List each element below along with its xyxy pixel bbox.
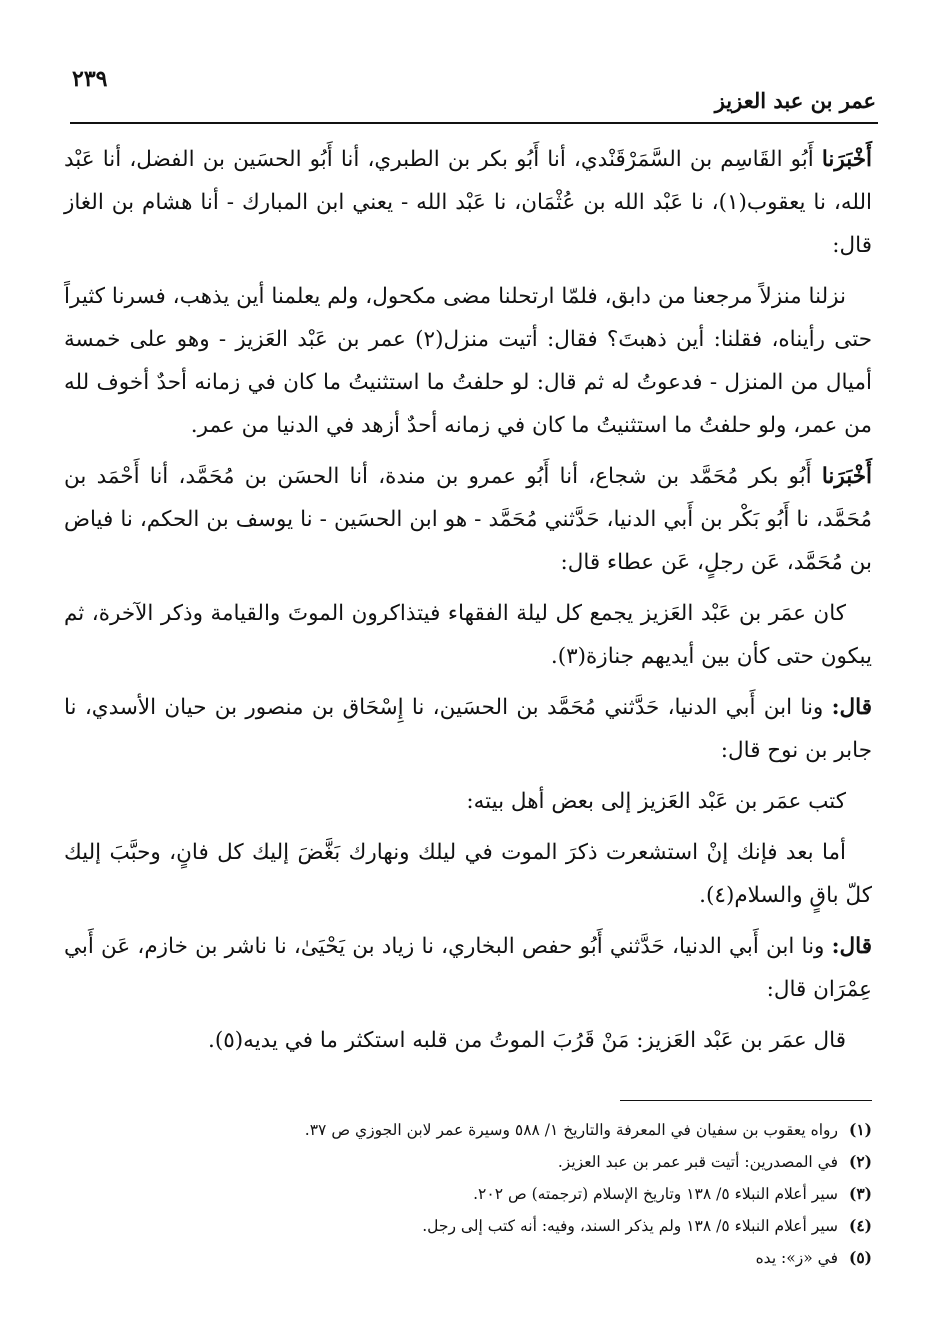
footnote <box>64 1210 872 1242</box>
paragraph-text: نزلنا منزلاً مرجعنا من دابق، فلمّا ارتحلنا مضى مكحول، ولم يعلمنا أين يذهب، فسرنا كثيراً حتى رأيناه، فقلنا: أين ذهبتَ؟ فقال: أتيت منزل(٢) عمر بن عَبْد العَزيز - وهو على خمسة أميال من المنزل - فدعوتُ له ثم قال: لو حلفتُ ما استثنيتُ ما كان في زمانه أحدٌ أخوف لله من عمر، ولو حلفتُ ما استثنيتُ ما كان في زمانه أحدٌ أزهد في الدنيا من عمر. <box>64 284 872 438</box>
footnote-number: (٣) <box>848 1184 872 1203</box>
paragraph-text: قال عمَر بن عَبْد العَزيز: مَنْ قَرُبَ الموتُ من قلبه استكثر ما في يديه(٥). <box>207 1028 846 1053</box>
footnote <box>64 1178 872 1210</box>
paragraph-text: ونا ابن أَبي الدنيا، حَدَّثني أَبُو حفص البخاري، نا زياد بن يَحْيَىٰ، نا ناشر بن خازم، عَن أَبي عِمْرَان قال: <box>64 934 872 1002</box>
paragraph <box>64 275 872 447</box>
paragraph <box>64 138 872 267</box>
footnotes <box>64 1114 872 1274</box>
paragraph-text: أَبُو القَاسِم بن السَّمَرْقَنْدي، أنا أَبُو بكر بن الطبري، أنا أَبُو الحسَين بن الفضل، أنا عَبْد الله، نا يعقوب(١)، نا عَبْد الله بن عُثْمَان، نا عَبْد الله - يعني ابن المبارك - أنا هشام بن الغاز قال: <box>64 147 873 258</box>
footnote-number: (٢) <box>848 1152 872 1171</box>
page-number: ٢٣٩ <box>72 66 108 92</box>
paragraph-lead: أَخْبَرَنا <box>821 464 872 489</box>
header-rule <box>70 122 878 124</box>
paragraph-text: أَبُو بكر مُحَمَّد بن شجاع، أنا أَبُو عمرو بن مندة، أنا الحسَن بن مُحَمَّد، أنا أَحْمَد بن مُحَمَّد، نا أَبُو بَكْر بن أَبي الدنيا، حَدَّثني مُحَمَّد - هو ابن الحسَين - نا يوسف بن الحكم، نا فياض بن مُحَمَّد، عَن رجلٍ، عَن عطاء قال: <box>64 464 872 575</box>
footnote-number: (١) <box>848 1120 872 1139</box>
paragraph <box>64 780 872 823</box>
paragraph-lead: أَخْبَرَنا <box>821 147 872 172</box>
paragraph-text: كتب عمَر بن عَبْد العَزيز إلى بعض أهل بيته: <box>466 789 846 814</box>
footnote <box>64 1242 872 1274</box>
running-title: عمر بن عبد العزيز <box>714 88 876 113</box>
paragraph-text: ونا ابن أَبي الدنيا، حَدَّثني مُحَمَّد بن الحسَين، نا إِسْحَاق بن منصور بن حيان الأسدي، نا جابر بن نوح قال: <box>64 695 872 763</box>
footnote-text: سير أعلام النبلاء ٥/ ١٣٨ وتاريخ الإسلام (ترجمته) ص ٢٠٢. <box>473 1185 838 1203</box>
paragraph <box>64 925 872 1011</box>
paragraph-lead: قال: <box>831 695 872 720</box>
footnote-text: في «ز»: يده <box>755 1249 838 1267</box>
footnote-text: في المصدرين: أتيت قبر عمر بن عبد العزيز. <box>557 1153 838 1171</box>
paragraph <box>64 831 872 917</box>
paragraph-lead: قال: <box>831 934 872 959</box>
footnote-number: (٤) <box>848 1216 872 1235</box>
footnote-text: رواه يعقوب بن سفيان في المعرفة والتاريخ ١/ ٥٨٨ وسيرة عمر لابن الجوزي ص ٣٧. <box>304 1121 838 1139</box>
paragraph <box>64 592 872 678</box>
footnote-number: (٥) <box>848 1248 872 1267</box>
page-header <box>70 64 878 114</box>
paragraph <box>64 686 872 772</box>
footnote-text: سير أعلام النبلاء ٥/ ١٣٨ ولم يذكر السند، وفيه: أنه كتب إلى رجل. <box>422 1217 838 1235</box>
footnote <box>64 1146 872 1178</box>
paragraph <box>64 455 872 584</box>
paragraph <box>64 1019 872 1062</box>
paragraph-text: كان عمَر بن عَبْد العَزيز يجمع كل ليلة الفقهاء فيتذاكرون الموتَ والقيامة وذكر الآخرة، ثم يبكون حتى كأن بين أيديهم جنازة(٣). <box>64 601 872 669</box>
footnote-separator <box>620 1100 872 1101</box>
main-text <box>64 138 872 1070</box>
paragraph-text: أما بعد فإنك إنْ استشعرت ذكرَ الموت في ليلك ونهارك بَغَّضَ إليك كل فانٍ، وحبَّبَ إليك كلّ باقٍ والسلام(٤). <box>64 840 872 908</box>
footnote <box>64 1114 872 1146</box>
